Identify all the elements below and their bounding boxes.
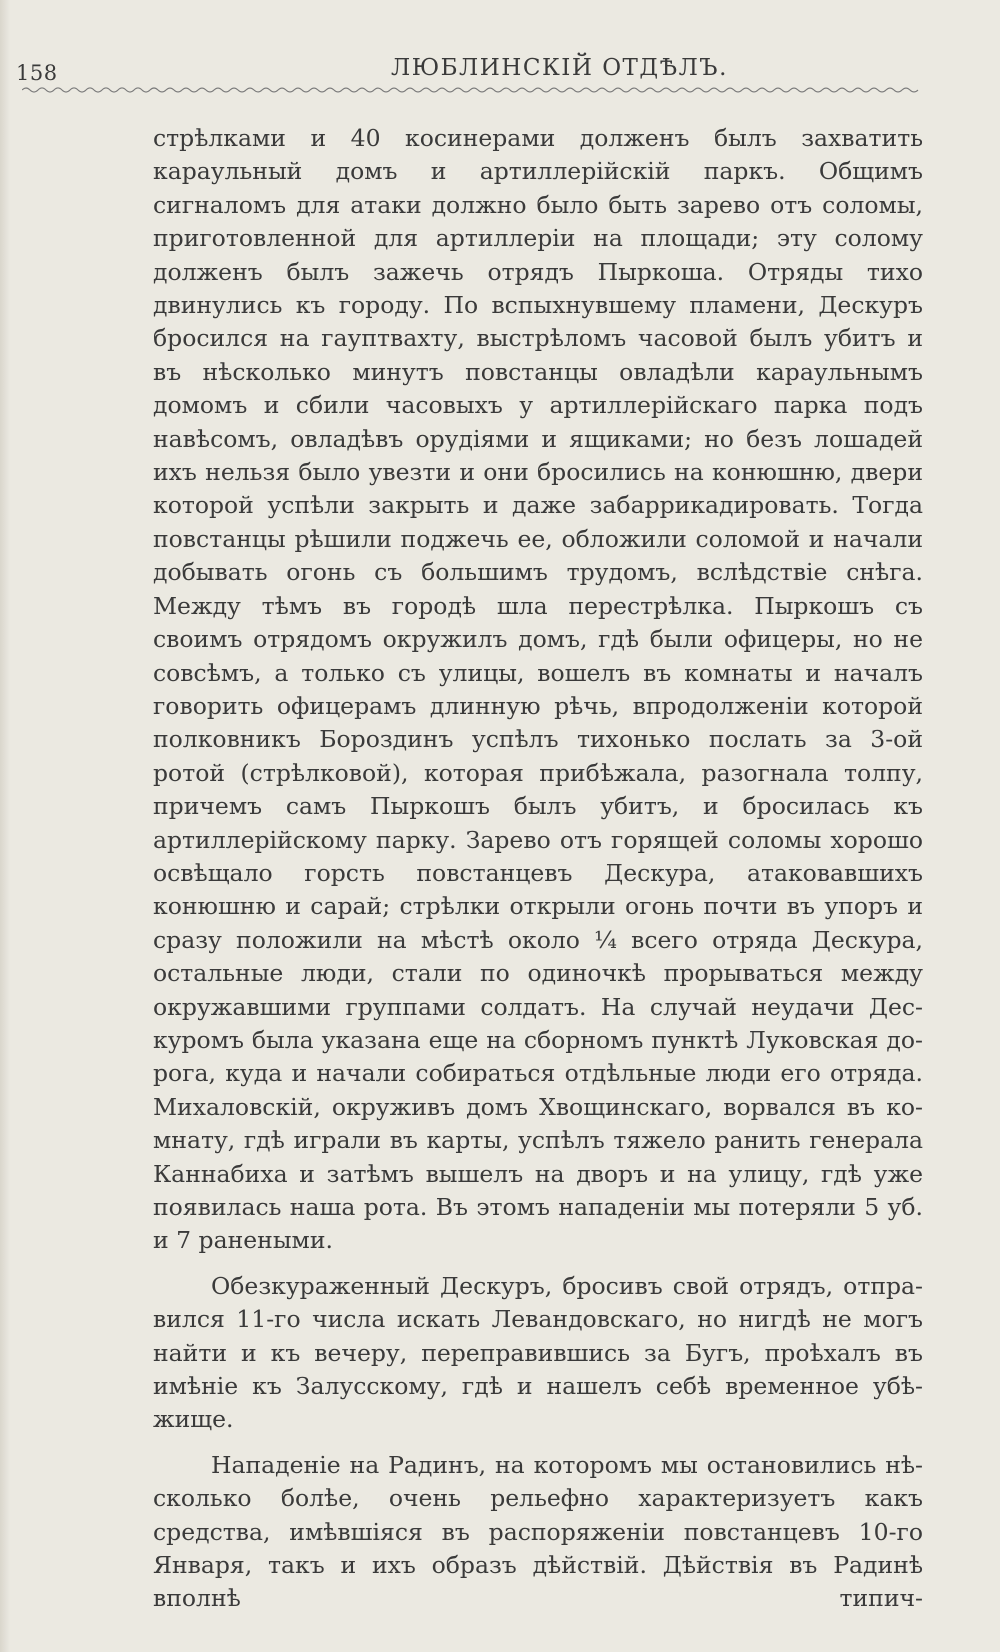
running-title: ЛЮБЛИНСКІЙ ОТДѢЛЪ. xyxy=(391,55,728,81)
body-text xyxy=(153,122,923,1616)
page-edge xyxy=(0,0,10,1652)
page-header xyxy=(16,52,914,92)
paragraph: Обезкураженный Дескуръ, бросивъ свой отрядъ, отправился 11-го числа искать Левандовскаго, но нигдѣ не могъ найти и къ вечеру, переправившись за Бугъ, проѣхалъ въ имѣніе къ Залусскому, гдѣ и нашелъ себѣ временное убѣжище. xyxy=(153,1271,923,1434)
paragraph: стрѣлками и 40 косинерами долженъ былъ захватить караульный домъ и артиллерійскій паркъ. Общимъ сигналомъ для атаки должно было быть зарево отъ соломы, приготовленной для артиллеріи на площади; эту солому долженъ былъ зажечь отрядъ Пыркоша. Отряды тихо двинулись къ городу. По вспыхнувшему пламени, Дескуръ бросился на гауптвахту, выстрѣломъ часовой былъ убитъ и въ нѣсколько минутъ повстанцы овладѣли караульнымъ домомъ и сбили часовыхъ у артиллерійскаго парка подъ навѣсомъ, овладѣвъ орудіями и ящиками; но безъ лошадей ихъ нельзя было увезти и они бросились на конюшню, двери которой успѣли закрыть и даже забаррикадировать. Тогда повстанцы рѣшили поджечь ее, обложили соломой и начали добывать огонь съ большимъ трудомъ, вслѣдствіе снѣга. Между тѣмъ въ городѣ шла перестрѣлка. Пыркошъ съ своимъ отрядомъ окружилъ домъ, гдѣ были офицеры, но не совсѣмъ, а только съ улицы, вошелъ въ комнаты и началъ говорить офицерамъ длинную рѣчь, впродолженіи которой полковникъ Бороздинъ успѣлъ тихонько послать за 3-ой ротой (стрѣлковой), которая прибѣжала, разогнала толпу, причемъ самъ Пыркошъ былъ убитъ, и бросилась къ артиллерійскому парку. Зарево отъ горящей соломы хорошо освѣщало горсть повстанцевъ Дескура, атаковавшихъ конюшню и сарай; стрѣлки открыли огонь почти въ упоръ и сразу положили на мѣстѣ около ¼ всего отряда Дескура, остальные люди, стали по одиночкѣ прорываться между окружавшими группами солдатъ. На случай неудачи Дескуромъ была указана еще на сборномъ пунктѣ Луковская дорога, куда и начали собираться отдѣльные люди его отряда. Михаловскій, окруживъ домъ Хвощинскаго, ворвался въ комнату, гдѣ играли въ карты, успѣлъ тяжело ранить генерала Каннабиха и затѣмъ вышелъ на дворъ и на улицу, гдѣ уже появилась наша рота. Въ этомъ нападеніи мы потеряли 5 уб. и 7 ранеными. xyxy=(153,124,923,1255)
paragraph: Нападеніе на Радинъ, на которомъ мы остановились нѣсколько болѣе, очень рельефно характеризуетъ какъ средства, имѣвшіяся въ распоряженіи повстанцевъ 10-го Января, такъ и ихъ образъ дѣйствій. Дѣйствія въ Радинѣ вполнѣ типич- xyxy=(153,1450,923,1613)
page-number: 158 xyxy=(16,61,58,85)
header-rule xyxy=(22,86,920,94)
